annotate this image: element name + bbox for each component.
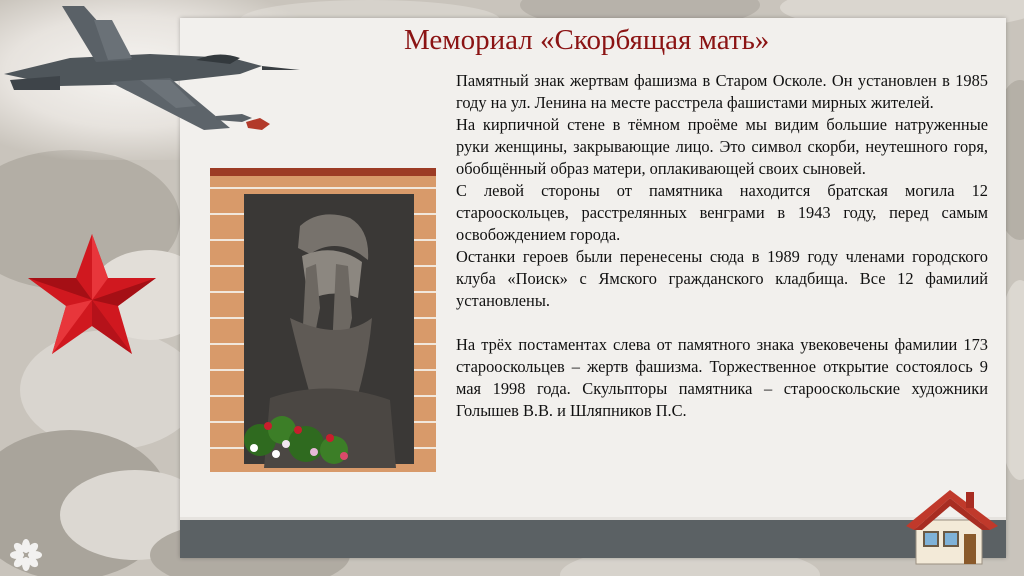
description-text — [456, 70, 988, 422]
paragraph: С левой стороны от памятника находится братская могила 12 старооскольцев, расстрелянных венграми в 1943 году, перед самым освобождением города. — [456, 181, 988, 244]
paragraph: На трёх постаментах слева от памятного знака увековечены фамилии 173 старооскольцев – жертв фашизма. Торжественное открытие состоялось 9 мая 1998 года. Скульпторы памятника – старооскольские художники Голышев В.В. и Шляпников П.С. — [456, 335, 988, 420]
card-footer-bar — [180, 517, 1006, 558]
paragraph: Памятный знак жертвам фашизма в Старом Осколе. Он установлен в 1985 году на ул. Ленина на месте расстрела фашистами мирных жителей. — [456, 71, 988, 112]
fighter-jet-icon — [0, 0, 320, 140]
page-title: Мемориал «Скорбящая мать» — [404, 24, 770, 56]
paragraph: Останки героев были перенесены сюда в 1989 году членами городского клуба «Поиск» с Ямского гражданского кладбища. Все 12 фамилий установлены. — [456, 247, 988, 310]
red-star-icon — [22, 230, 162, 360]
home-icon[interactable] — [904, 486, 1004, 568]
memorial-photo — [210, 168, 436, 472]
paragraph: На кирпичной стене в тёмном проёме мы видим большие натруженные руки женщины, закрывающие лицо. Это символ скорби, неутешного горя, обобщённый образ матери, оплакивающей своих сыновей. — [456, 115, 988, 178]
flower-icon — [6, 538, 46, 572]
